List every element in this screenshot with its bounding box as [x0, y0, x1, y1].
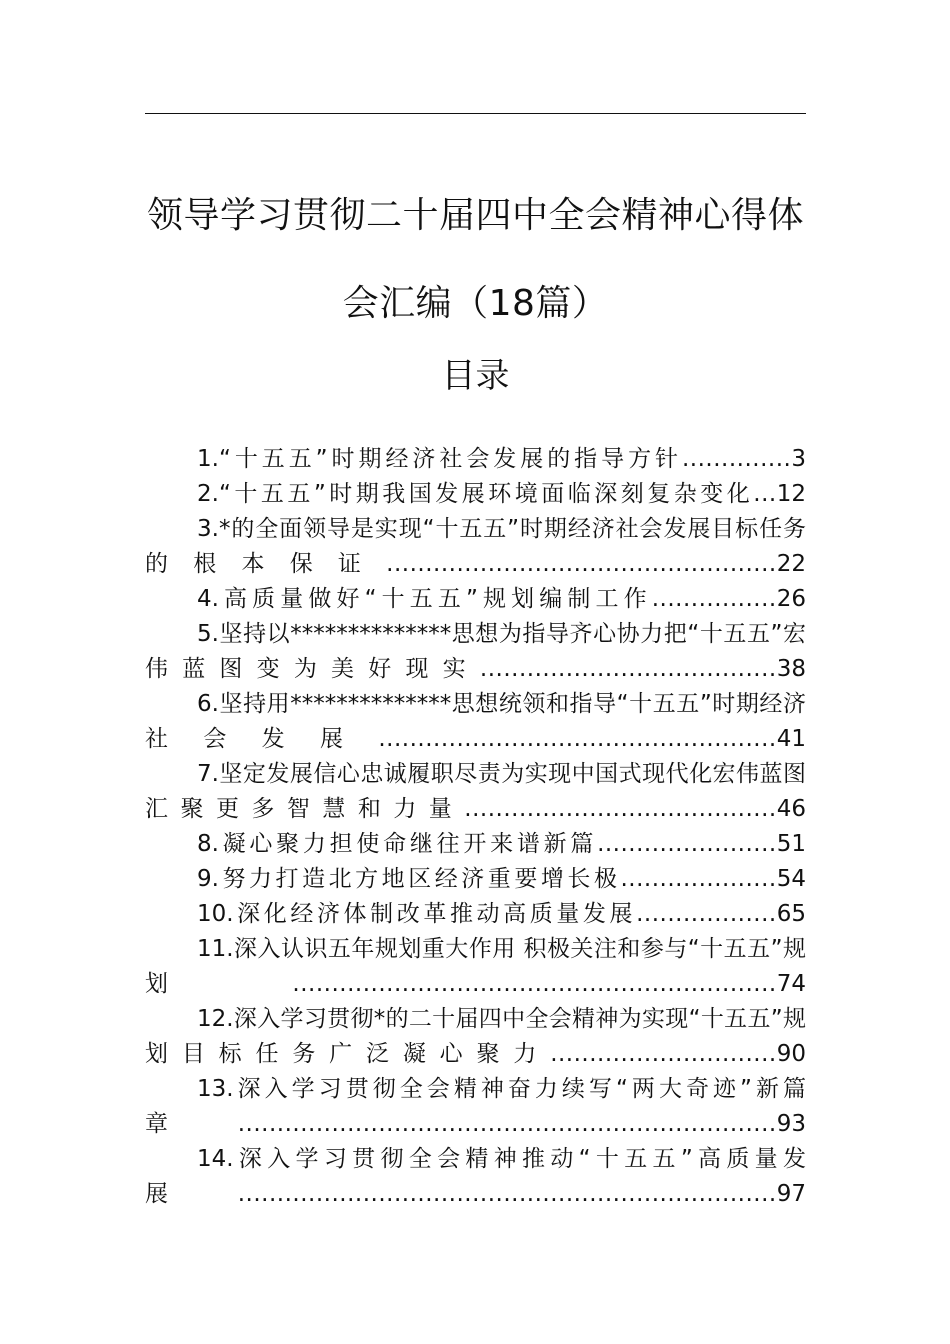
toc-entry-title: 12.深入学习贯彻*的二十届四中全会精神为实现“十五五”规划目标任务广泛凝心聚力: [145, 1006, 806, 1067]
toc-entry-14[interactable]: [145, 1142, 806, 1212]
toc-entry-6[interactable]: [145, 687, 806, 757]
toc-leader: ........................................: [464, 796, 777, 822]
toc-entry-11[interactable]: [145, 932, 806, 1002]
top-rule: [145, 113, 806, 114]
toc-entry-title: 2.“十五五”时期我国发展环境面临深刻复杂变化: [197, 481, 754, 507]
toc-entry-12[interactable]: [145, 1002, 806, 1072]
toc-entry-4[interactable]: [145, 582, 806, 617]
toc-page-number: 3: [791, 446, 806, 472]
toc-page-number: 51: [776, 831, 806, 857]
toc-heading: 目录: [441, 356, 510, 396]
toc-page-number: 93: [776, 1111, 806, 1137]
toc-page-number: 90: [776, 1041, 806, 1067]
toc-entry-title: 10.深化经济体制改革推动高质量发展: [197, 901, 637, 927]
document-title: 领导学习贯彻二十届四中全会精神心得体会汇编（18篇）: [146, 195, 804, 324]
toc-entry-title: 5.坚持以**************思想为指导齐心协力把“十五五”宏伟蓝图变为美好现实: [145, 621, 806, 682]
toc-leader: ..............................................................: [292, 971, 777, 997]
toc-leader: ................: [651, 586, 777, 612]
toc-page-number: 46: [776, 796, 806, 822]
toc-entry-title: 6.坚持用**************思想统领和指导“十五五”时期经济社会发展: [145, 691, 806, 752]
toc-leader: ....................: [620, 866, 777, 892]
toc-leader: .............................: [550, 1041, 777, 1067]
toc-entry-13[interactable]: [145, 1072, 806, 1142]
toc-entry-title: 4.高质量做好“十五五”规划编制工作: [197, 586, 652, 612]
toc-page-number: 41: [776, 726, 806, 752]
toc-entry-3[interactable]: [145, 512, 806, 582]
toc-page-number: 38: [776, 656, 806, 682]
toc-leader: .......................: [597, 831, 777, 857]
toc-entry-title: 13.深入学习贯彻全会精神奋力续写“两大奇迹”新篇章: [145, 1076, 806, 1137]
toc-entry-title: 1.“十五五”时期经济社会发展的指导方针: [197, 446, 682, 472]
toc-page-number: 12: [776, 481, 806, 507]
toc-entry-8[interactable]: [145, 827, 806, 862]
toc-entry-title: 3.*的全面领导是实现“十五五”时期经济社会发展目标任务的根本保证: [145, 516, 806, 577]
toc-entry-5[interactable]: [145, 617, 806, 687]
toc-leader: ..................................................: [386, 551, 777, 577]
toc-leader: ..................: [636, 901, 777, 927]
toc-entry-title: 11.深入认识五年规划重大作用 积极关注和参与“十五五”规划: [145, 936, 806, 997]
toc-entry-title: 14.深入学习贯彻全会精神推动“十五五”高质量发展: [145, 1146, 806, 1207]
toc-entry-2[interactable]: [145, 477, 806, 512]
toc-page-number: 26: [776, 586, 806, 612]
toc-page-number: 97: [776, 1181, 806, 1207]
toc-page-number: 22: [776, 551, 806, 577]
toc-entry-title: 7.坚定发展信心忠诚履职尽责为实现中国式现代化宏伟蓝图汇聚更多智慧和力量: [145, 761, 806, 822]
toc-page-number: 74: [776, 971, 806, 997]
toc-entry-9[interactable]: [145, 862, 806, 897]
toc-leader: ...................................................: [378, 726, 777, 752]
toc-leader: ......................................: [479, 656, 777, 682]
toc-page-number: 54: [776, 866, 806, 892]
toc-entry-10[interactable]: [145, 897, 806, 932]
toc-leader: ..............: [682, 446, 792, 472]
table-of-contents: [145, 442, 806, 1212]
toc-entry-1[interactable]: [145, 442, 806, 477]
toc-entry-title: 8.凝心聚力担使命继往开来谱新篇: [197, 831, 598, 857]
toc-entry-title: 9.努力打造北方地区经济重要增长极: [197, 866, 621, 892]
toc-leader: .....................................................................: [237, 1111, 777, 1137]
toc-entry-7[interactable]: [145, 757, 806, 827]
toc-page-number: 65: [776, 901, 806, 927]
toc-leader: .....................................................................: [237, 1181, 777, 1207]
toc-leader: ...: [753, 481, 777, 507]
